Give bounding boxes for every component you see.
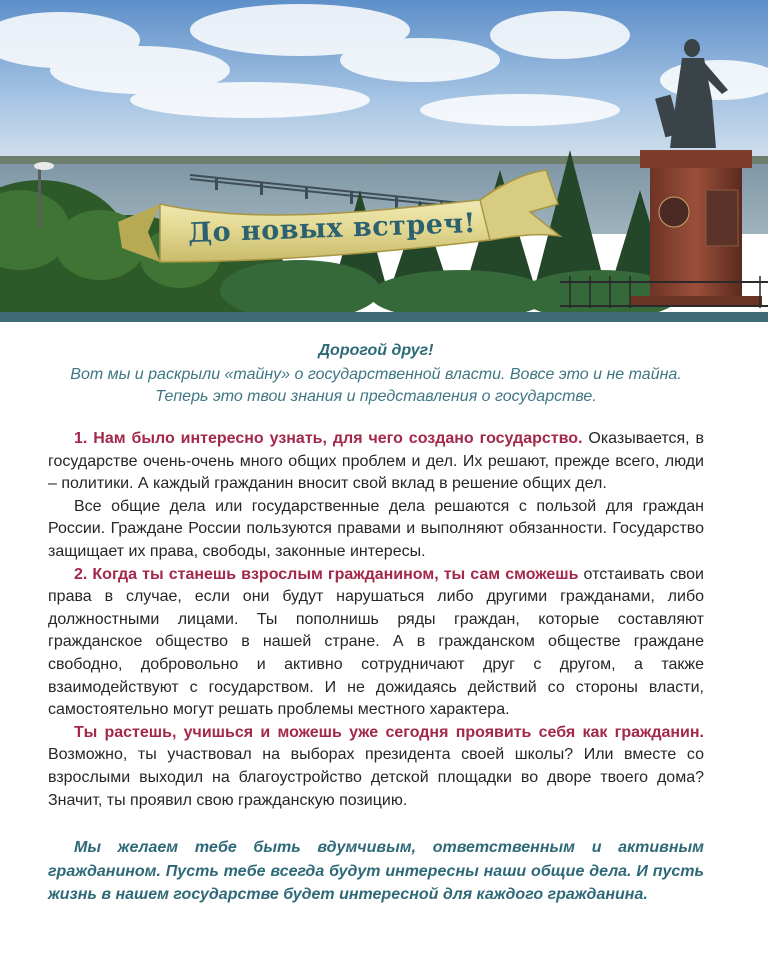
paragraph-4-text: Возможно, ты участвовал на выборах президента своей школы? Или вместе со взрослыми выходил на благоустройство детской площадки во дворе твоего дома? Значит, ты проявил свою гражданскую позицию. xyxy=(48,746,704,809)
paragraph-4 xyxy=(48,722,704,812)
landscape-illustration xyxy=(0,0,768,322)
paragraph-1-heading: 1. Нам было интересно узнать, для чего создано государство. xyxy=(74,430,583,447)
paragraph-3-heading: 2. Когда ты станешь взрослым гражданином, ты сам сможешь xyxy=(74,565,579,583)
greeting-text: Вот мы и раскрыли «тайну» о государственной власти. Вовсе это и не тайна. Теперь это твои знания и представления о государстве. xyxy=(70,366,682,405)
paragraph-1-text: Оказывается, в государстве очень-очень много общих проблем и дел. Их решают, прежде всего, люди – политики. А каждый гражданин вносит свой вклад в решение общих дел. xyxy=(48,430,704,493)
paragraph-2: Все общие дела или государственные дела решаются с пользой для граждан России. Граждане России пользуются правами и выполняют обязанности. Государство защищает их права, свободы, законные интересы. xyxy=(48,497,704,560)
banner-title: До новых встреч! xyxy=(187,207,477,249)
paragraph-3 xyxy=(48,564,704,722)
letter-content xyxy=(48,340,704,923)
paragraph-4-heading: Ты растешь, учишься и можешь уже сегодня проявить себя как гражданин. xyxy=(74,723,704,741)
paragraph-3-text: отстаивать свои права в случае, если они будут нарушаться либо другими гражданами, либо должностными лицами. Ты пополнишь ряды граждан, которые составляют гражданское общество в нашей стране. А в гражданском обществе граждане свободно, добровольно и активно сотрудничают друг с другом, а также взаимодействуют с государством. И не дожидаясь действий со стороны власти, самостоятельно могут решать проблемы местного характера. xyxy=(48,565,704,719)
closing-wish: Мы желаем тебе быть вдумчивым, ответственным и активным гражданином. Пусть тебе всегда будут интересны наши общие дела. И пусть жизнь в нашем государстве будет интересной для каждого гражданина. xyxy=(48,839,704,904)
header-divider xyxy=(0,312,768,322)
greeting-title: Дорогой друг! xyxy=(318,342,434,359)
header-photo xyxy=(0,0,768,322)
paragraph-1 xyxy=(48,428,704,496)
